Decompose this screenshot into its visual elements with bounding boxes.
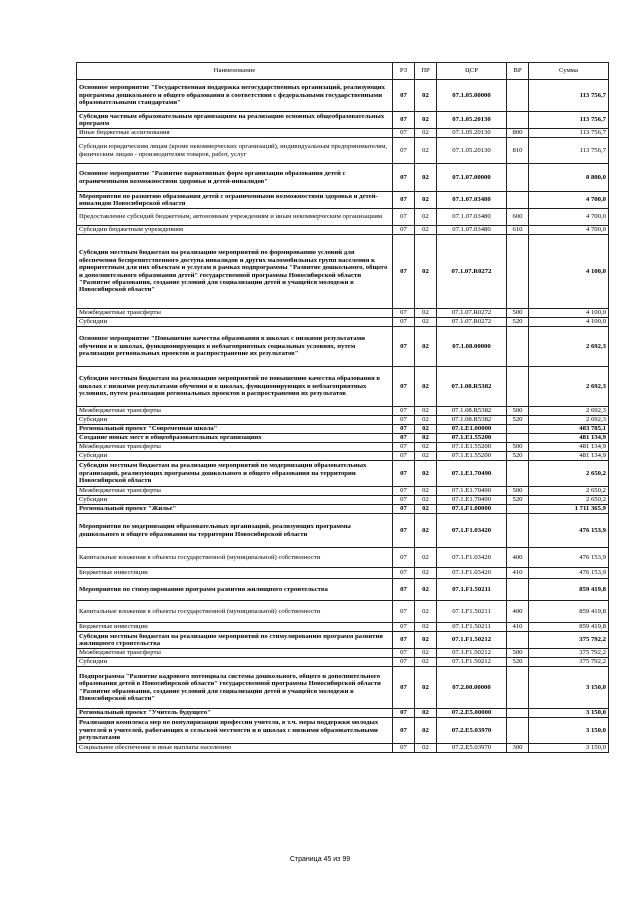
cell-csr: 07.1.07.R0272 xyxy=(437,235,507,309)
cell-vr: 520 xyxy=(507,416,529,425)
cell-rz: 07 xyxy=(393,658,415,667)
table-row xyxy=(77,649,609,658)
cell-name: Социальное обеспечение и иные выплаты населению xyxy=(77,744,393,753)
cell-vr: 520 xyxy=(507,496,529,505)
cell-vr xyxy=(507,434,529,443)
cell-sum: 113 756,7 xyxy=(529,129,609,138)
cell-csr: 07.1.08.R5382 xyxy=(437,367,507,407)
cell-pr: 02 xyxy=(415,434,437,443)
cell-pr: 02 xyxy=(415,164,437,192)
cell-name: Субсидии местным бюджетам на реализацию мероприятий по формированию условий для обеспечения беспрепятственного доступа инвалидов и других маломобильных групп населения к приоритетным для них объектам и услугам в рамках подпрограммы "Развитие дошкольного, общего и дополнительного образования детей" государственной программы Новосибирской области "Развитие образования, создание условий для социализации детей и учащейся молодежи в Новосибирской области" xyxy=(77,235,393,309)
cell-sum: 375 792,2 xyxy=(529,632,609,649)
cell-name: Межбюджетные трансферты xyxy=(77,407,393,416)
cell-sum: 3 150,0 xyxy=(529,718,609,744)
cell-csr: 07.2.E5.03970 xyxy=(437,718,507,744)
cell-rz: 07 xyxy=(393,623,415,632)
cell-csr: 07.1.F1.50212 xyxy=(437,649,507,658)
cell-sum: 476 153,9 xyxy=(529,568,609,579)
table-row xyxy=(77,496,609,505)
cell-csr: 07.1.F1.03420 xyxy=(437,548,507,568)
table-row xyxy=(77,226,609,235)
table-row xyxy=(77,425,609,434)
cell-vr xyxy=(507,235,529,309)
cell-name: Межбюджетные трансферты xyxy=(77,487,393,496)
cell-rz: 07 xyxy=(393,309,415,318)
cell-csr: 07.1.07.R0272 xyxy=(437,318,507,327)
cell-rz: 07 xyxy=(393,425,415,434)
table-row xyxy=(77,164,609,192)
cell-sum: 859 419,8 xyxy=(529,579,609,601)
cell-sum: 476 153,9 xyxy=(529,548,609,568)
cell-sum: 2 650,2 xyxy=(529,487,609,496)
cell-name: Создание новых мест в общеобразовательных организациях xyxy=(77,434,393,443)
table-header-row xyxy=(77,63,609,80)
cell-csr: 07.1.E1.55200 xyxy=(437,452,507,461)
cell-sum: 481 134,9 xyxy=(529,443,609,452)
table-row xyxy=(77,601,609,623)
cell-csr: 07.1.07.R0272 xyxy=(437,309,507,318)
budget-table xyxy=(76,62,609,753)
table-row xyxy=(77,309,609,318)
cell-sum: 2 692,3 xyxy=(529,327,609,367)
cell-csr: 07.1.07.03480 xyxy=(437,226,507,235)
cell-vr: 500 xyxy=(507,443,529,452)
cell-vr xyxy=(507,579,529,601)
cell-name: Межбюджетные трансферты xyxy=(77,649,393,658)
cell-vr xyxy=(507,718,529,744)
cell-name: Иные бюджетные ассигнования xyxy=(77,129,393,138)
cell-csr: 07.1.E1.55200 xyxy=(437,443,507,452)
cell-csr: 07.1.F1.00000 xyxy=(437,505,507,514)
cell-sum: 3 150,0 xyxy=(529,744,609,753)
cell-sum: 3 150,0 xyxy=(529,709,609,718)
cell-name: Региональный проект "Жилье" xyxy=(77,505,393,514)
cell-vr: 520 xyxy=(507,452,529,461)
cell-rz: 07 xyxy=(393,416,415,425)
cell-name: Субсидии местным бюджетам на реализацию мероприятий по повышению качества образования в школах с низкими результатами обучения и в школах, функционирующих в неблагоприятных условиях, путем реализации региональных проектов и распространения их результатов xyxy=(77,367,393,407)
cell-csr: 07.1.E1.55200 xyxy=(437,434,507,443)
cell-pr: 02 xyxy=(415,579,437,601)
cell-sum: 3 150,0 xyxy=(529,667,609,709)
cell-csr: 07.1.E1.70490 xyxy=(437,487,507,496)
cell-rz: 07 xyxy=(393,601,415,623)
cell-name: Бюджетные инвестиции xyxy=(77,623,393,632)
table-row xyxy=(77,318,609,327)
cell-csr: 07.1.07.00000 xyxy=(437,164,507,192)
cell-csr: 07.1.08.R5382 xyxy=(437,407,507,416)
cell-pr: 02 xyxy=(415,226,437,235)
cell-vr: 400 xyxy=(507,601,529,623)
cell-sum: 4 700,0 xyxy=(529,209,609,226)
cell-csr: 07.1.05.00000 xyxy=(437,80,507,112)
cell-vr: 610 xyxy=(507,226,529,235)
cell-pr: 02 xyxy=(415,235,437,309)
table-row xyxy=(77,407,609,416)
cell-rz: 07 xyxy=(393,209,415,226)
cell-name: Межбюджетные трансферты xyxy=(77,309,393,318)
cell-rz: 07 xyxy=(393,318,415,327)
table-row xyxy=(77,434,609,443)
cell-pr: 02 xyxy=(415,667,437,709)
cell-sum: 375 792,2 xyxy=(529,658,609,667)
cell-vr xyxy=(507,514,529,548)
cell-name: Субсидии xyxy=(77,658,393,667)
cell-rz: 07 xyxy=(393,548,415,568)
cell-rz: 07 xyxy=(393,632,415,649)
cell-rz: 07 xyxy=(393,138,415,164)
cell-pr: 02 xyxy=(415,192,437,209)
cell-name: Капитальные вложения в объекты государственной (муниципальной) собственности xyxy=(77,601,393,623)
cell-pr: 02 xyxy=(415,443,437,452)
cell-name: Субсидии юридическим лицам (кроме некоммерческих организаций), индивидуальным предпринимателям, физическим лицам - производителям товаров, работ, услуг xyxy=(77,138,393,164)
cell-pr: 02 xyxy=(415,425,437,434)
cell-rz: 07 xyxy=(393,667,415,709)
cell-rz: 07 xyxy=(393,112,415,129)
table-row xyxy=(77,744,609,753)
cell-csr: 07.1.08.00000 xyxy=(437,327,507,367)
cell-vr: 810 xyxy=(507,138,529,164)
cell-name: Мероприятия по стимулированию программ развития жилищного строительства xyxy=(77,579,393,601)
cell-vr xyxy=(507,709,529,718)
cell-pr: 02 xyxy=(415,327,437,367)
cell-rz: 07 xyxy=(393,164,415,192)
table-row xyxy=(77,235,609,309)
cell-csr: 07.2.E5.00000 xyxy=(437,709,507,718)
cell-rz: 07 xyxy=(393,226,415,235)
cell-sum: 8 800,0 xyxy=(529,164,609,192)
cell-csr: 07.1.F1.50212 xyxy=(437,632,507,649)
cell-vr: 600 xyxy=(507,209,529,226)
cell-csr: 07.1.05.20130 xyxy=(437,138,507,164)
cell-name: Субсидии местным бюджетам на реализацию мероприятий по модернизации образовательных организаций, реализующих программы дошкольного и общего образования на территории Новосибирской области xyxy=(77,461,393,487)
cell-name: Субсидии xyxy=(77,318,393,327)
cell-sum: 2 692,3 xyxy=(529,407,609,416)
cell-name: Капитальные вложения в объекты государственной (муниципальной) собственности xyxy=(77,548,393,568)
cell-name: Подпрограмма "Развитие кадрового потенциала системы дошкольного, общего и дополнительного образования детей в Новосибирской области" государственной программы Новосибирской области "Развитие образования, создание условий для социализации детей и учащейся молодежи в Новосибирской области" xyxy=(77,667,393,709)
cell-vr xyxy=(507,367,529,407)
cell-vr xyxy=(507,80,529,112)
cell-name: Субсидии частным образовательным организациям на реализацию основных общеобразовательных программ xyxy=(77,112,393,129)
cell-vr xyxy=(507,505,529,514)
cell-name: Субсидии xyxy=(77,416,393,425)
table-row xyxy=(77,327,609,367)
cell-rz: 07 xyxy=(393,129,415,138)
header-vr: ВР xyxy=(507,63,529,80)
cell-pr: 02 xyxy=(415,138,437,164)
cell-pr: 02 xyxy=(415,548,437,568)
cell-vr xyxy=(507,425,529,434)
table-row xyxy=(77,487,609,496)
table-row xyxy=(77,548,609,568)
header-rz: РЗ xyxy=(393,63,415,80)
table-row xyxy=(77,579,609,601)
cell-name: Региональный проект "Учитель будущего" xyxy=(77,709,393,718)
cell-vr: 520 xyxy=(507,318,529,327)
cell-vr xyxy=(507,112,529,129)
cell-sum: 2 650,2 xyxy=(529,461,609,487)
table-row xyxy=(77,667,609,709)
cell-rz: 07 xyxy=(393,579,415,601)
cell-vr: 500 xyxy=(507,487,529,496)
cell-csr: 07.1.05.20130 xyxy=(437,129,507,138)
table-row xyxy=(77,568,609,579)
cell-name: Бюджетные инвестиции xyxy=(77,568,393,579)
cell-rz: 07 xyxy=(393,443,415,452)
cell-pr: 02 xyxy=(415,496,437,505)
cell-vr: 520 xyxy=(507,658,529,667)
cell-vr: 800 xyxy=(507,129,529,138)
table-row xyxy=(77,112,609,129)
cell-pr: 02 xyxy=(415,309,437,318)
cell-rz: 07 xyxy=(393,505,415,514)
cell-rz: 07 xyxy=(393,367,415,407)
header-sum: Сумма xyxy=(529,63,609,80)
header-name: Наименование xyxy=(77,63,393,80)
cell-csr: 07.1.E1.70490 xyxy=(437,496,507,505)
cell-sum: 2 692,3 xyxy=(529,416,609,425)
cell-rz: 07 xyxy=(393,452,415,461)
table-row xyxy=(77,138,609,164)
cell-pr: 02 xyxy=(415,416,437,425)
cell-rz: 07 xyxy=(393,718,415,744)
table-row xyxy=(77,718,609,744)
cell-pr: 02 xyxy=(415,601,437,623)
table-row xyxy=(77,505,609,514)
cell-name: Субсидии бюджетным учреждениям xyxy=(77,226,393,235)
table-row xyxy=(77,367,609,407)
page-number: Страница 45 из 99 xyxy=(289,856,351,863)
cell-rz: 07 xyxy=(393,327,415,367)
cell-sum: 113 756,7 xyxy=(529,80,609,112)
cell-pr: 02 xyxy=(415,367,437,407)
cell-pr: 02 xyxy=(415,649,437,658)
cell-sum: 375 792,2 xyxy=(529,649,609,658)
cell-csr: 07.1.F1.50211 xyxy=(437,623,507,632)
cell-csr: 07.1.07.03480 xyxy=(437,192,507,209)
cell-name: Мероприятия по развитию образования детей с ограниченными возможностями здоровья и детей-инвалидов Новосибирской области xyxy=(77,192,393,209)
cell-rz: 07 xyxy=(393,709,415,718)
cell-sum: 1 711 365,9 xyxy=(529,505,609,514)
cell-vr: 400 xyxy=(507,548,529,568)
cell-sum: 483 785,1 xyxy=(529,425,609,434)
cell-sum: 4 700,0 xyxy=(529,226,609,235)
cell-sum: 2 692,3 xyxy=(529,367,609,407)
cell-name: Межбюджетные трансферты xyxy=(77,443,393,452)
cell-pr: 02 xyxy=(415,623,437,632)
header-csr: ЦСР xyxy=(437,63,507,80)
cell-sum: 476 153,9 xyxy=(529,514,609,548)
cell-vr xyxy=(507,164,529,192)
cell-csr: 07.1.E1.00000 xyxy=(437,425,507,434)
cell-sum: 4 100,0 xyxy=(529,235,609,309)
table-row xyxy=(77,416,609,425)
cell-csr: 07.1.F1.03420 xyxy=(437,568,507,579)
table-row xyxy=(77,80,609,112)
cell-rz: 07 xyxy=(393,496,415,505)
cell-vr xyxy=(507,327,529,367)
header-pr: ПР xyxy=(415,63,437,80)
cell-vr: 300 xyxy=(507,744,529,753)
cell-sum: 4 100,0 xyxy=(529,318,609,327)
cell-pr: 02 xyxy=(415,658,437,667)
table-body xyxy=(77,80,609,753)
cell-pr: 02 xyxy=(415,452,437,461)
cell-pr: 02 xyxy=(415,632,437,649)
cell-rz: 07 xyxy=(393,192,415,209)
table-row xyxy=(77,443,609,452)
cell-pr: 02 xyxy=(415,487,437,496)
cell-vr xyxy=(507,192,529,209)
cell-vr: 410 xyxy=(507,623,529,632)
cell-sum: 859 419,8 xyxy=(529,623,609,632)
table-row xyxy=(77,709,609,718)
table-row xyxy=(77,452,609,461)
cell-sum: 113 756,7 xyxy=(529,138,609,164)
cell-rz: 07 xyxy=(393,514,415,548)
cell-pr: 02 xyxy=(415,80,437,112)
cell-csr: 07.1.F1.50212 xyxy=(437,658,507,667)
cell-name: Региональный проект "Современная школа" xyxy=(77,425,393,434)
table-row xyxy=(77,209,609,226)
cell-rz: 07 xyxy=(393,744,415,753)
cell-pr: 02 xyxy=(415,568,437,579)
table-row xyxy=(77,461,609,487)
cell-vr xyxy=(507,667,529,709)
cell-rz: 07 xyxy=(393,434,415,443)
table-row xyxy=(77,192,609,209)
cell-name: Мероприятия по модернизации образовательных организаций, реализующих программы дошкольного и общего образования на территории Новосибирской области xyxy=(77,514,393,548)
cell-pr: 02 xyxy=(415,709,437,718)
cell-csr: 07.2.00.00000 xyxy=(437,667,507,709)
table-row xyxy=(77,623,609,632)
cell-sum: 4 100,0 xyxy=(529,309,609,318)
cell-pr: 02 xyxy=(415,318,437,327)
cell-vr xyxy=(507,632,529,649)
cell-pr: 02 xyxy=(415,407,437,416)
cell-pr: 02 xyxy=(415,744,437,753)
cell-csr: 07.1.F1.50211 xyxy=(437,601,507,623)
cell-vr: 500 xyxy=(507,649,529,658)
cell-vr: 500 xyxy=(507,407,529,416)
cell-csr: 07.1.07.03480 xyxy=(437,209,507,226)
table-row xyxy=(77,632,609,649)
cell-csr: 07.1.05.20130 xyxy=(437,112,507,129)
cell-rz: 07 xyxy=(393,568,415,579)
cell-name: Основное мероприятие "Государственная поддержка негосударственных организаций, реализующих программы дошкольного и общего образования в соответствии с федеральными государственными образовательными стандартами" xyxy=(77,80,393,112)
cell-pr: 02 xyxy=(415,112,437,129)
cell-sum: 481 134,9 xyxy=(529,452,609,461)
cell-rz: 07 xyxy=(393,461,415,487)
cell-rz: 07 xyxy=(393,235,415,309)
cell-pr: 02 xyxy=(415,129,437,138)
cell-csr: 07.2.E5.03970 xyxy=(437,744,507,753)
cell-name: Субсидии xyxy=(77,496,393,505)
cell-pr: 02 xyxy=(415,209,437,226)
cell-rz: 07 xyxy=(393,649,415,658)
cell-name: Основное мероприятие "Развитие вариативных форм организации образования детей с ограниченными возможностями здоровья и детей-инвалидов" xyxy=(77,164,393,192)
cell-pr: 02 xyxy=(415,461,437,487)
cell-sum: 4 700,0 xyxy=(529,192,609,209)
cell-vr xyxy=(507,461,529,487)
table-row xyxy=(77,658,609,667)
cell-sum: 859 419,8 xyxy=(529,601,609,623)
cell-name: Предоставление субсидий бюджетным, автономным учреждениям и иным некоммерческим организациям xyxy=(77,209,393,226)
cell-rz: 07 xyxy=(393,407,415,416)
cell-csr: 07.1.E1.70490 xyxy=(437,461,507,487)
table-row xyxy=(77,129,609,138)
cell-name: Реализация комплекса мер по популяризации профессии учителя, в т.ч. меры поддержки молодых учителей и учителей, работающих в сельской местности и в школах с низкими образовательными результатами xyxy=(77,718,393,744)
cell-csr: 07.1.08.R5382 xyxy=(437,416,507,425)
cell-pr: 02 xyxy=(415,718,437,744)
cell-pr: 02 xyxy=(415,505,437,514)
cell-rz: 07 xyxy=(393,80,415,112)
cell-sum: 2 650,2 xyxy=(529,496,609,505)
cell-rz: 07 xyxy=(393,487,415,496)
cell-name: Субсидии xyxy=(77,452,393,461)
cell-vr: 500 xyxy=(507,309,529,318)
cell-csr: 07.1.F1.50211 xyxy=(437,579,507,601)
cell-vr: 410 xyxy=(507,568,529,579)
cell-name: Субсидии местным бюджетам на реализацию мероприятий по стимулированию программ развития жилищного строительства xyxy=(77,632,393,649)
table-row xyxy=(77,514,609,548)
cell-name: Основное мероприятие "Повышение качества образования в школах с низкими результатами обучения и в школах, функционирующих в неблагоприятных социальных условиях, путем реализации региональных проектов и распространение их результатов" xyxy=(77,327,393,367)
cell-sum: 113 756,7 xyxy=(529,112,609,129)
cell-pr: 02 xyxy=(415,514,437,548)
cell-sum: 481 134,9 xyxy=(529,434,609,443)
cell-csr: 07.1.F1.03420 xyxy=(437,514,507,548)
